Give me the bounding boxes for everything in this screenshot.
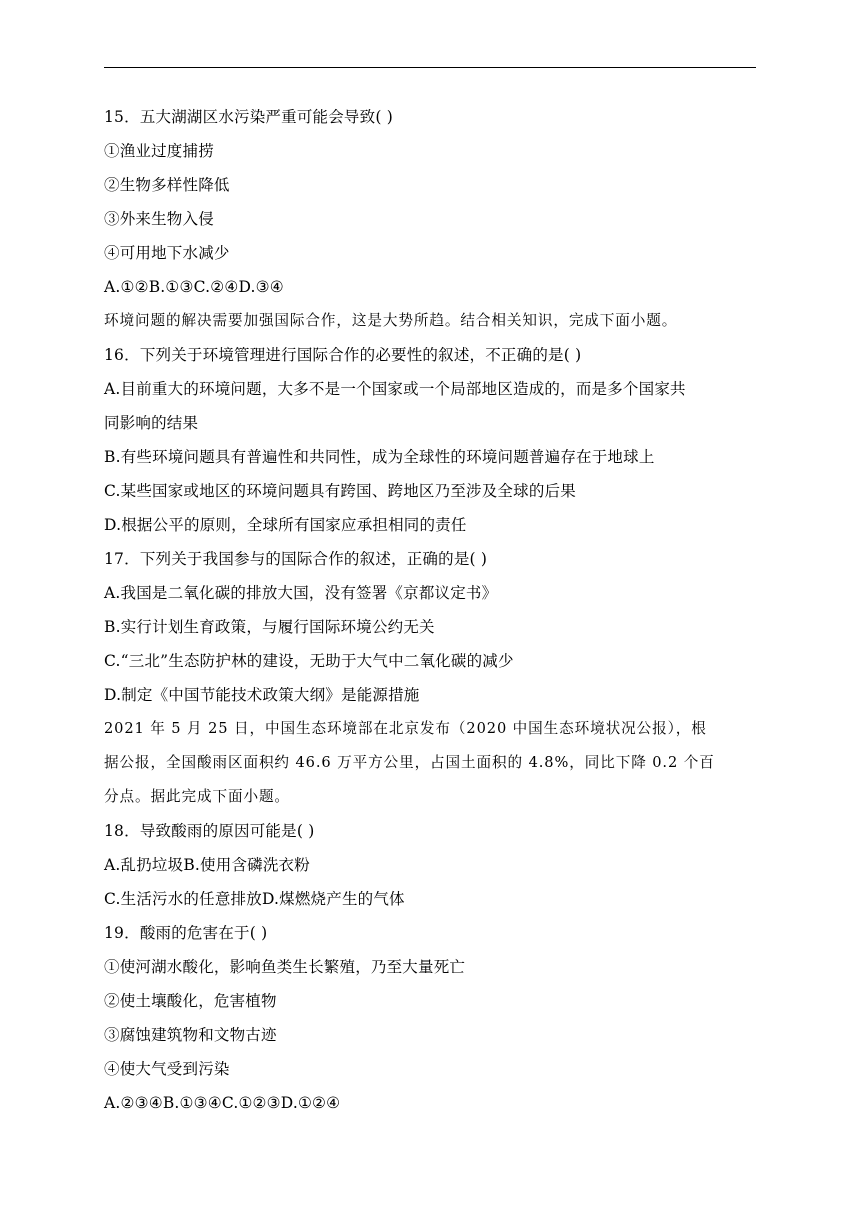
option-line: C.“三北”生态防护林的建设，无助于大气中二氧化碳的减少 xyxy=(104,652,514,670)
option-line: B.实行计划生育政策，与履行国际环境公约无关 xyxy=(104,618,435,636)
answer-option: D.煤燃烧产生的气体 xyxy=(261,890,405,908)
question-content xyxy=(104,100,764,1120)
question-text: 酸雨的危害在于( ) xyxy=(139,924,268,942)
option-line: C.某些国家或地区的环境问题具有跨国、跨地区乃至涉及全球的后果 xyxy=(104,482,576,500)
answer-options xyxy=(104,882,764,916)
answer-options xyxy=(104,848,764,882)
answer-option: B.①③ xyxy=(148,278,194,296)
option-line: ②使土壤酸化，危害植物 xyxy=(104,992,277,1010)
option-line: ④可用地下水减少 xyxy=(104,244,230,262)
question-number: 17． xyxy=(104,550,140,568)
question-line xyxy=(104,916,764,950)
answer-option: A.①② xyxy=(104,278,149,296)
answer-option: C.①②③ xyxy=(221,1094,281,1112)
answer-option: A.乱扔垃圾 xyxy=(104,856,184,874)
answer-option: D.①②④ xyxy=(280,1094,341,1112)
option-line: ①渔业过度捕捞 xyxy=(104,142,214,160)
answer-option: C.生活污水的任意排放 xyxy=(104,890,262,908)
answer-option: C.②④ xyxy=(193,278,239,296)
option-line: D.根据公平的原则，全球所有国家应承担相同的责任 xyxy=(104,516,467,534)
option-line: ①使河湖水酸化，影响鱼类生长繁殖，乃至大量死亡 xyxy=(104,958,466,976)
option-line: ③腐蚀建筑物和文物古迹 xyxy=(104,1026,277,1044)
option-line: A.目前重大的环境问题，大多不是一个国家或一个局部地区造成的，而是多个国家共 xyxy=(104,380,686,398)
answer-option: A.②③④ xyxy=(104,1094,163,1112)
answer-options xyxy=(104,270,764,304)
option-line: ③外来生物入侵 xyxy=(104,210,214,228)
question-line xyxy=(104,542,764,576)
material-text: 环境问题的解决需要加强国际合作，这是大势所趋。结合相关知识，完成下面小题。 xyxy=(104,312,678,329)
question-text: 导致酸雨的原因可能是( ) xyxy=(139,822,315,840)
material-text: 据公报，全国酸雨区面积约 46.6 万平方公里，占国土面积的 4.8%，同比下降 0.2 个百 xyxy=(104,754,715,771)
question-line xyxy=(104,100,764,134)
question-number: 18． xyxy=(104,822,140,840)
question-line xyxy=(104,814,764,848)
option-line: ④使大气受到污染 xyxy=(104,1060,230,1078)
question-text: 下列关于我国参与的国际合作的叙述，正确的是( ) xyxy=(139,550,488,568)
option-line: D.制定《中国节能技术政策大纲》是能源措施 xyxy=(104,686,420,704)
question-text: 五大湖湖区水污染严重可能会导致( ) xyxy=(139,108,393,126)
question-number: 15． xyxy=(104,108,140,126)
header-rule xyxy=(104,67,756,68)
answer-option: B.①③④ xyxy=(162,1094,222,1112)
option-line: B.有些环境问题具有普遍性和共同性，成为全球性的环境问题普遍存在于地球上 xyxy=(104,448,655,466)
material-text: 分点。据此完成下面小题。 xyxy=(104,788,290,805)
answer-options xyxy=(104,1086,764,1120)
material-text: 2021 年 5 月 25 日，中国生态环境部在北京发布（2020 中国生态环境状况公报），根 xyxy=(104,720,707,737)
option-line: A.我国是二氧化碳的排放大国，没有签署《京都议定书》 xyxy=(104,584,498,602)
option-line: 同影响的结果 xyxy=(104,414,199,432)
option-line: ②生物多样性降低 xyxy=(104,176,230,194)
question-number: 16． xyxy=(104,346,140,364)
answer-option: D.③④ xyxy=(238,278,284,296)
answer-option: B.使用含磷洗衣粉 xyxy=(183,856,310,874)
question-number: 19． xyxy=(104,924,140,942)
question-line xyxy=(104,338,764,372)
question-text: 下列关于环境管理进行国际合作的必要性的叙述，不正确的是( ) xyxy=(139,346,582,364)
